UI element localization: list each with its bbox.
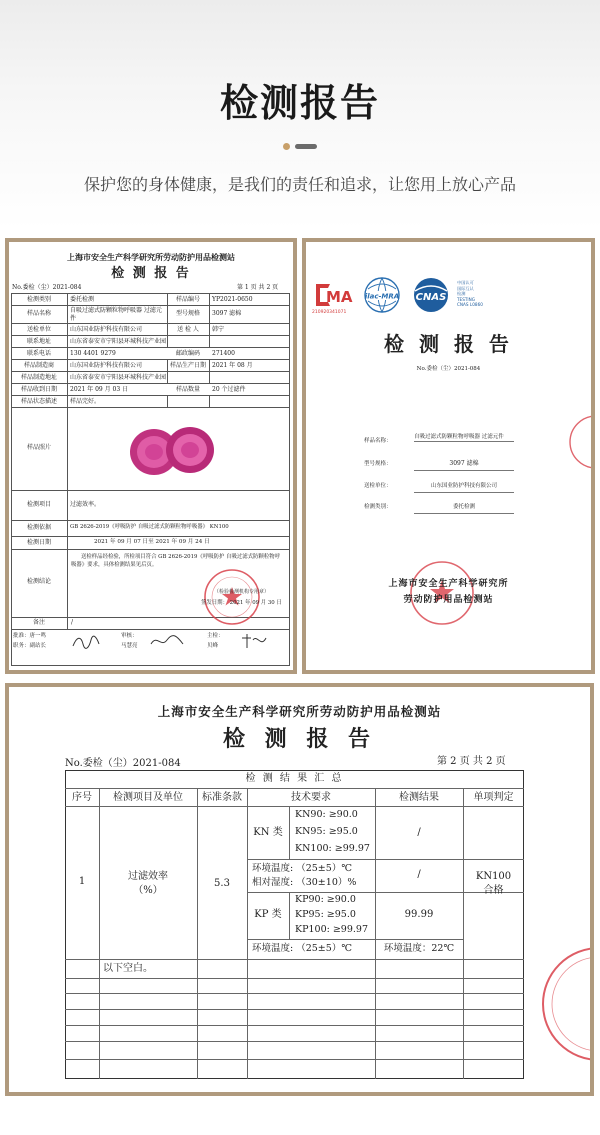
remark-value: / xyxy=(71,619,74,626)
cnas-line: 检测 xyxy=(457,291,466,296)
field-label: 样品制造商 xyxy=(23,362,54,369)
field-value: 20 个过滤件 xyxy=(212,386,246,393)
cover-field-value: 山东国业防护科技有限公司 xyxy=(430,483,497,489)
cover-seal xyxy=(406,558,478,628)
report-number: No.委检（尘）2021-084 xyxy=(12,284,82,291)
env-temperature: 环境温度: （25±5）℃ xyxy=(252,943,352,954)
page-number: 第 2 页 共 2 页 xyxy=(437,756,506,767)
field-label: 型号规格 xyxy=(175,310,200,317)
field-value: 271400 xyxy=(212,350,235,357)
col-header-item: 检测项目及单位 xyxy=(113,792,183,803)
svg-text:CNAS: CNAS xyxy=(415,292,447,303)
kp-requirement: KP95: ≥95.0 xyxy=(295,909,356,920)
cell-env-result: / xyxy=(417,869,421,880)
cell-item-unit: （%） xyxy=(133,885,163,896)
cover-field-label: 检测类别： xyxy=(364,504,392,510)
chief-label: 主检： xyxy=(207,633,224,639)
kn-requirement: KN90: ≥90.0 xyxy=(295,809,358,820)
field-label: 样品名称 xyxy=(26,310,51,317)
chief-signature xyxy=(239,632,269,652)
cover-report-number: No.委检（尘）2021-084 xyxy=(416,366,481,372)
approver: 批准：唐一鸣 xyxy=(13,633,47,639)
official-seal xyxy=(199,567,265,627)
cover-field-value: 委托检测 xyxy=(452,504,475,510)
svg-text:MA: MA xyxy=(326,288,353,306)
field-label: 送检单位 xyxy=(26,326,51,333)
item-value: 过滤效率。 xyxy=(70,501,101,508)
cell-kn-label: KN 类 xyxy=(253,827,283,838)
conclusion-text: 送检样品经检验，所检项目符合 GB 2626-2019《呼吸防护 自吸过滤式防颗粒物呼吸器》要求，具体检测结果见后页。 xyxy=(71,554,280,568)
field-value: 山东省泰安市宁阳县环城科技产业园 xyxy=(70,338,167,345)
col-header-verdict: 单项判定 xyxy=(473,792,514,803)
verdict-result: 合格 xyxy=(483,885,504,896)
field-label: 送 检 人 xyxy=(177,326,199,333)
field-value: 委托检测 xyxy=(70,296,95,303)
item-label: 检测项目 xyxy=(26,501,51,508)
field-label: 样品制造地址 xyxy=(20,374,57,381)
cnas-logo xyxy=(407,275,455,315)
cnas-line: 国际互认 xyxy=(457,285,474,291)
photo-label: 样品照片 xyxy=(26,444,51,451)
cover-footer-line2: 劳动防护用品检测站 xyxy=(403,595,494,605)
field-label: 样品收到日期 xyxy=(20,386,57,393)
svg-text:ilac-MRA: ilac-MRA xyxy=(364,292,400,301)
institute-name: 上海市安全生产科学研究所劳动防护用品检测站 xyxy=(157,704,442,719)
field-value: 山东省泰安市宁阳县环城科技产业园 xyxy=(70,374,167,381)
page-subtitle: 保护您的身体健康，是我们的责任和追求，让您用上放心产品 xyxy=(83,175,516,194)
kn-requirement: KN100: ≥99.97 xyxy=(295,843,370,854)
report-number: No.委检（尘）2021-084 xyxy=(65,758,181,769)
cell-item: 过滤效率 xyxy=(128,871,168,882)
seal-note: （检验检测机构专用章） xyxy=(214,589,270,595)
cover-title: 检 测 报 告 xyxy=(384,332,513,356)
cell-kp-result: 99.99 xyxy=(404,909,434,920)
basis-label: 检测依据 xyxy=(26,524,51,531)
env-temperature: 环境温度: （25±5）℃ xyxy=(252,863,352,874)
sign-date: 签发日期： 2021 年 09 月 30 日 xyxy=(201,600,282,606)
report-cover xyxy=(306,242,591,670)
cell-clause: 5.3 xyxy=(214,878,230,889)
page-number: 第 1 页 共 2 页 xyxy=(237,284,279,291)
page-title: 检测报告 xyxy=(219,81,380,125)
kp-requirement: KP100: ≥99.97 xyxy=(295,924,368,935)
kp-requirement: KP90: ≥90.0 xyxy=(295,894,356,905)
institute-name: 上海市安全生产科学研究所劳动防护用品检测站 xyxy=(67,252,235,262)
cnas-text xyxy=(457,280,483,308)
field-label: 邮政编码 xyxy=(175,350,200,357)
sample-photo xyxy=(124,422,224,478)
col-header-seq: 序号 xyxy=(72,792,92,803)
chief-name: 贝峰 xyxy=(207,643,219,649)
conclusion-label: 检测结论 xyxy=(26,578,51,585)
field-value: YP2021-0650 xyxy=(212,296,253,303)
cover-field-label: 样品名称： xyxy=(364,438,392,444)
ilac-mra-logo xyxy=(362,275,402,315)
field-value: 3097 滤棉 xyxy=(212,310,242,317)
cell-env2-result: 环境温度：22℃ xyxy=(383,943,455,954)
cell-kn-result: / xyxy=(417,827,421,838)
cover-field-value: 3097 滤棉 xyxy=(449,460,479,467)
report-title: 检 测 报 告 xyxy=(111,266,191,281)
approver-title: 职务：副站长 xyxy=(13,643,47,649)
cell-seq: 1 xyxy=(78,876,86,887)
report-title: 检 测 报 告 xyxy=(223,726,376,752)
field-label: 联系电话 xyxy=(26,350,51,357)
report-page1 xyxy=(9,242,293,670)
field-value: 样品完好。 xyxy=(70,398,101,405)
field-value: 韩宁 xyxy=(212,326,225,333)
edge-seal xyxy=(566,412,591,472)
cover-field-label: 送检单位： xyxy=(364,483,392,489)
divider-dots xyxy=(283,143,317,150)
kn-requirement: KN95: ≥95.0 xyxy=(295,826,358,837)
cnas-line: CNAS L0860 xyxy=(457,302,483,307)
field-label: 检测类别 xyxy=(26,296,51,303)
field-value: 2021 年 09 月 03 日 xyxy=(70,386,129,393)
basis-value: GB 2626-2019《呼吸防护 自吸过滤式防颗粒物呼吸器》 KN100 xyxy=(70,524,229,530)
date-label: 检测日期 xyxy=(26,539,51,546)
env-humidity: 相对湿度: （30±10）% xyxy=(252,877,357,888)
verdict-standard: KN100 xyxy=(475,871,512,882)
blank-note: 以下空白。 xyxy=(103,963,153,974)
approver-signature xyxy=(71,632,101,652)
cover-field-value: 自吸过滤式防颗粒物呼吸器 过滤元件 xyxy=(414,433,514,442)
col-header-result: 检测结果 xyxy=(399,792,439,803)
reviewer-label: 审核： xyxy=(121,633,138,639)
edge-seal xyxy=(529,942,590,1072)
col-header-clause: 标准条款 xyxy=(202,792,242,803)
cma-logo xyxy=(312,278,356,314)
cma-number: 210920341071 xyxy=(312,310,347,315)
field-value: 自吸过滤式防颗粒物呼吸器 过滤元件 xyxy=(70,307,162,322)
col-header-requirement: 技术要求 xyxy=(291,792,331,803)
cell-kp-label: KP 类 xyxy=(254,909,282,920)
reviewer-name: 马慧亮 xyxy=(121,643,138,649)
cnas-line: TESTING xyxy=(457,296,476,302)
remark-label: 备注 xyxy=(32,619,45,626)
field-label: 样品生产日期 xyxy=(169,362,206,369)
field-value: 山东国业防护科技有限公司 xyxy=(70,362,143,369)
field-label: 联系地址 xyxy=(26,338,51,345)
field-value: 2021 年 08 月 xyxy=(212,362,253,369)
field-value: 130 4401 9279 xyxy=(70,350,116,357)
field-label: 样品数量 xyxy=(175,386,200,393)
cover-field-label: 型号规格： xyxy=(364,461,392,467)
reviewer-signature xyxy=(149,632,185,652)
field-label: 样品状态描述 xyxy=(20,398,57,405)
date-value: 2021 年 09 月 07 日至 2021 年 09 月 24 日 xyxy=(94,539,210,545)
field-value: 山东国业防护科技有限公司 xyxy=(70,326,143,333)
cover-footer-line1: 上海市安全生产科学研究所 xyxy=(388,579,509,589)
field-label: 样品编号 xyxy=(175,296,200,303)
report-page2 xyxy=(9,687,590,1092)
results-table-title: 检 测 结 果 汇 总 xyxy=(245,773,344,784)
cnas-line: 中国认可 xyxy=(457,280,474,285)
